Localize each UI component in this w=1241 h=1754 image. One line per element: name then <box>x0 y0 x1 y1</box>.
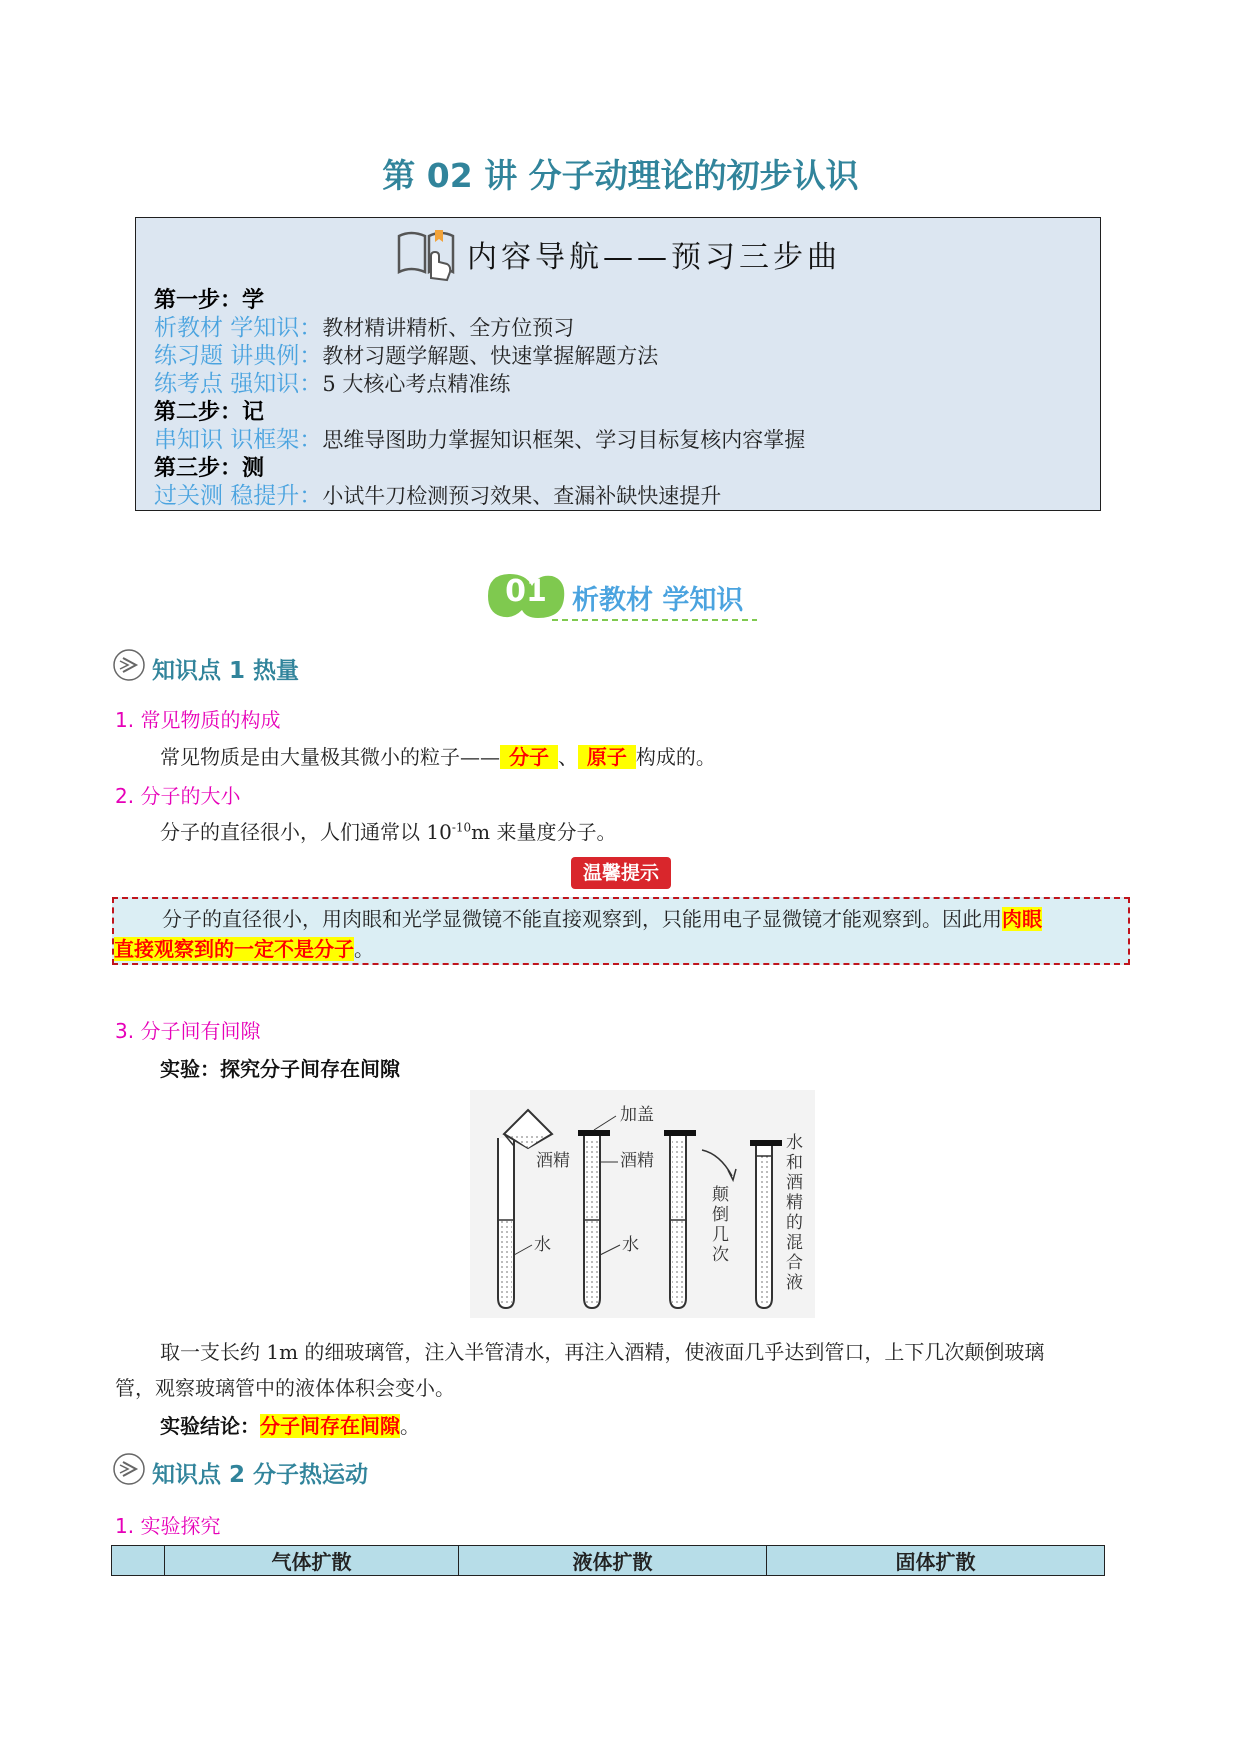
label-mix-5: 的 <box>786 1213 803 1233</box>
nav-item-label: 练习题 讲典例： <box>154 343 323 369</box>
nav-item-label: 练考点 强知识： <box>154 371 323 397</box>
nav-item-desc: 教材精讲精析、全方位预习 <box>322 316 575 340</box>
nav-step-2 <box>154 398 264 427</box>
book-pointer-icon <box>395 226 459 282</box>
kp-arrow-icon <box>112 648 146 686</box>
label-flip-2: 倒 <box>712 1205 729 1225</box>
blank-answer: 原子 <box>579 745 634 769</box>
table-header-cell: 气体扩散 <box>165 1546 459 1576</box>
step-label: 第二步：记 <box>154 400 265 425</box>
label-cap: 加盖 <box>620 1105 654 1125</box>
page-title: 第 02 讲 分子动理论的初步认识 <box>382 156 859 195</box>
label-alcohol-1: 酒精 <box>536 1151 570 1171</box>
kp2-heading-1: 1. 实验探究 <box>115 1514 221 1538</box>
kp1-paragraph-1: 常见物质是由大量极其微小的粒子—— 分子 、 原子 构成的。 <box>160 745 716 769</box>
kp1-heading-1: 1. 常见物质的构成 <box>115 708 281 732</box>
nav-step-3 <box>154 454 264 483</box>
nav-line-5 <box>154 482 721 510</box>
kp1-heading-2: 2. 分子的大小 <box>115 784 241 808</box>
section-number: 01 <box>505 574 547 609</box>
nav-line-1 <box>154 314 574 342</box>
blank-answer: 分子 <box>502 745 556 769</box>
tip-badge: 温馨提示 <box>571 857 671 889</box>
label-mix-2: 和 <box>786 1153 803 1173</box>
kp1-paragraph-2: 分子的直径很小，人们通常以 $10^{-10}m$ 来量度分子。 <box>160 820 617 844</box>
label-flip-1: 颠 <box>712 1185 729 1205</box>
tip-line-2: 直接观察到的一定不是分子。 <box>114 937 374 961</box>
nav-header <box>136 226 1100 282</box>
experiment-figure <box>470 1090 815 1318</box>
label-mix-6: 混 <box>786 1233 803 1253</box>
experiment-conclusion: 实验结论：分子间存在间隙。 <box>160 1414 420 1438</box>
nav-item-desc: 思维导图助力掌握知识框架、学习目标复核内容掌握 <box>322 428 806 452</box>
label-flip-4: 次 <box>712 1245 729 1265</box>
nav-item-desc: 小试牛刀检测预习效果、查漏补缺快速提升 <box>322 484 722 508</box>
tip-box <box>112 897 1130 965</box>
label-mix-7: 合 <box>786 1253 803 1273</box>
table-header-row <box>112 1546 1105 1576</box>
table-header-cell: 液体扩散 <box>459 1546 767 1576</box>
label-mix-8: 液 <box>786 1273 803 1293</box>
content-navigation-box <box>135 217 1101 511</box>
step-label: 第三步：测 <box>154 456 265 481</box>
label-mix-4: 精 <box>786 1193 803 1213</box>
table-header-cell: 固体扩散 <box>767 1546 1105 1576</box>
nav-line-4 <box>154 426 805 454</box>
nav-heading: 内容导航——预习三步曲 <box>467 240 841 275</box>
nav-step-1 <box>154 286 264 315</box>
experiment-desc-line-2: 管，观察玻璃管中的液体体积会变小。 <box>115 1376 455 1400</box>
tip-line-1: 分子的直径很小，用肉眼和光学显微镜不能直接观察到，只能用电子显微镜才能观察到。因此用肉眼 <box>162 907 1042 931</box>
diffusion-table <box>111 1545 1105 1576</box>
label-water-1: 水 <box>534 1235 551 1255</box>
table-header-cell <box>112 1546 165 1576</box>
kp-arrow-icon <box>112 1452 146 1490</box>
section-title: 析教材 学知识 <box>572 585 744 616</box>
experiment-title: 实验：探究分子间存在间隙 <box>160 1057 400 1081</box>
experiment-desc-line-1: 取一支长约 1m 的细玻璃管，注入半管清水，再注入酒精，使液面几乎达到管口，上下几次颠倒玻璃 <box>160 1340 1045 1364</box>
section-badge <box>482 568 762 624</box>
label-water-2: 水 <box>622 1235 639 1255</box>
nav-line-2 <box>154 342 658 370</box>
label-alcohol-2: 酒精 <box>620 1151 654 1171</box>
label-flip-3: 几 <box>712 1225 729 1245</box>
label-mix-1: 水 <box>786 1133 803 1153</box>
nav-item-desc: 5 大核心考点精准练 <box>322 372 511 396</box>
label-mix-3: 酒 <box>786 1173 803 1193</box>
kp2-title: 知识点 2 分子热运动 <box>152 1462 369 1488</box>
nav-item-label: 析教材 学知识： <box>154 315 323 341</box>
step-label: 第一步：学 <box>154 288 265 313</box>
nav-item-desc: 教材习题学解题、快速掌握解题方法 <box>322 344 659 368</box>
nav-line-3 <box>154 370 510 398</box>
nav-item-label: 串知识 识框架： <box>154 427 323 453</box>
kp1-title: 知识点 1 热量 <box>152 658 300 684</box>
kp1-heading-3: 3. 分子间有间隙 <box>115 1019 261 1043</box>
nav-item-label: 过关测 稳提升： <box>154 483 323 509</box>
